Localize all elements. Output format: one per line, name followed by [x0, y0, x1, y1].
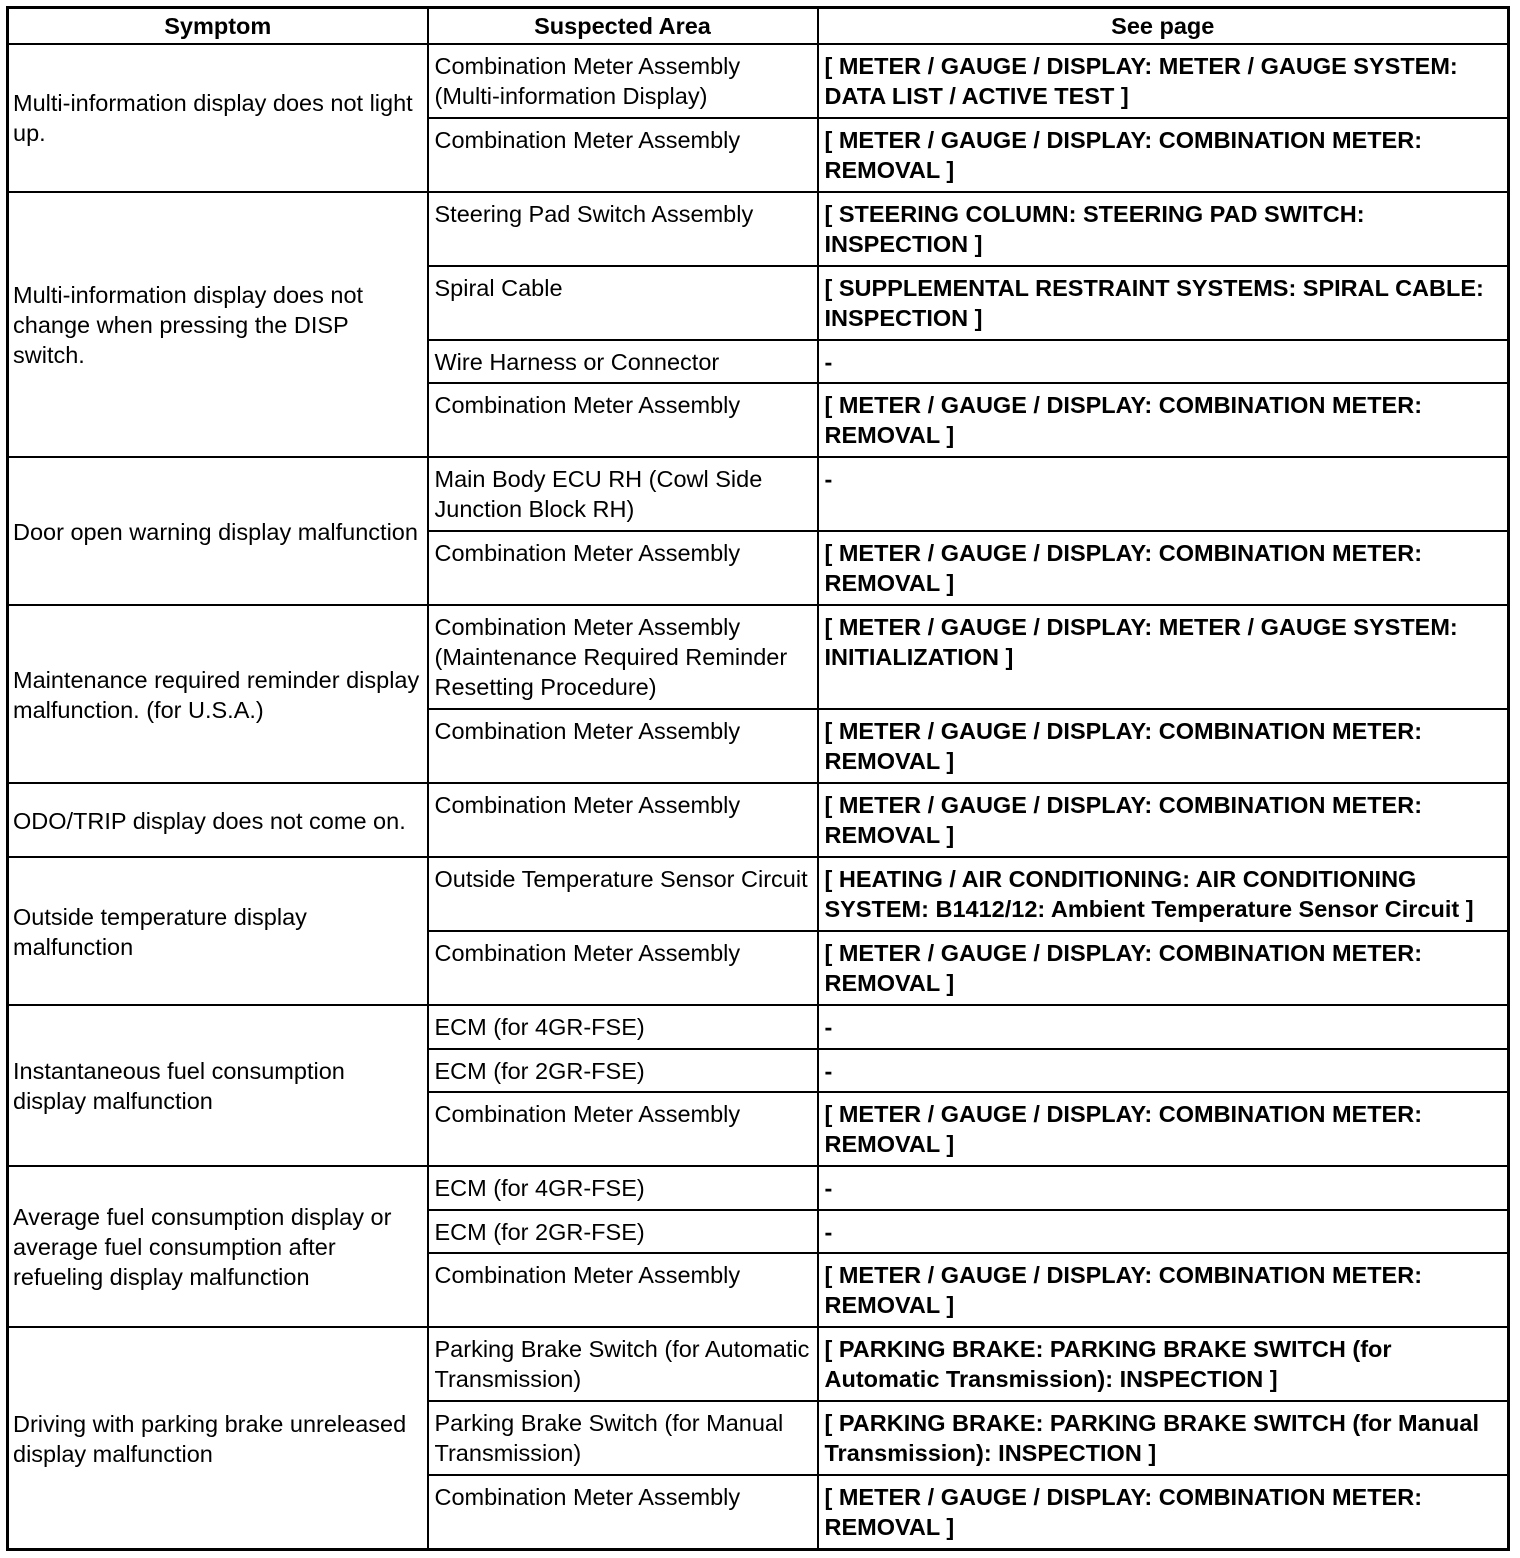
suspected-area-cell: Combination Meter Assembly — [428, 1253, 818, 1327]
see-page-cell: [ METER / GAUGE / DISPLAY: COMBINATION METER: REMOVAL ] — [818, 783, 1509, 857]
table-row — [8, 783, 1509, 857]
suspected-area-cell: Combination Meter Assembly — [428, 783, 818, 857]
suspected-area-cell: Combination Meter Assembly — [428, 709, 818, 783]
see-page-cell: [ METER / GAUGE / DISPLAY: COMBINATION METER: REMOVAL ] — [818, 1253, 1509, 1327]
symptom-cell: Instantaneous fuel consumption display malfunction — [8, 1005, 428, 1166]
see-page-cell: [ METER / GAUGE / DISPLAY: METER / GAUGE SYSTEM: DATA LIST / ACTIVE TEST ] — [818, 44, 1509, 118]
suspected-area-cell: ECM (for 4GR-FSE) — [428, 1166, 818, 1210]
symptom-cell: Maintenance required reminder display malfunction. (for U.S.A.) — [8, 605, 428, 783]
header-see-page: See page — [818, 8, 1509, 45]
table-row — [8, 192, 1509, 266]
see-page-cell: [ HEATING / AIR CONDITIONING: AIR CONDITIONING SYSTEM: B1412/12: Ambient Temperature Sensor Circuit ] — [818, 857, 1509, 931]
table-row — [8, 1166, 1509, 1210]
symptom-cell: Average fuel consumption display or average fuel consumption after refueling display malfunction — [8, 1166, 428, 1327]
suspected-area-cell: Combination Meter Assembly — [428, 531, 818, 605]
see-page-cell: [ SUPPLEMENTAL RESTRAINT SYSTEMS: SPIRAL CABLE: INSPECTION ] — [818, 266, 1509, 340]
see-page-cell: - — [818, 340, 1509, 384]
symptom-cell: ODO/TRIP display does not come on. — [8, 783, 428, 857]
suspected-area-cell: Steering Pad Switch Assembly — [428, 192, 818, 266]
table-row — [8, 605, 1509, 709]
table-row — [8, 857, 1509, 931]
suspected-area-cell: Combination Meter Assembly — [428, 1092, 818, 1166]
see-page-cell: [ METER / GAUGE / DISPLAY: COMBINATION METER: REMOVAL ] — [818, 709, 1509, 783]
suspected-area-cell: Main Body ECU RH (Cowl Side Junction Block RH) — [428, 457, 818, 531]
see-page-cell: [ METER / GAUGE / DISPLAY: COMBINATION METER: REMOVAL ] — [818, 931, 1509, 1005]
see-page-cell: - — [818, 1166, 1509, 1210]
suspected-area-cell: Combination Meter Assembly — [428, 118, 818, 192]
suspected-area-cell: Combination Meter Assembly (Multi-information Display) — [428, 44, 818, 118]
suspected-area-cell: Combination Meter Assembly — [428, 1475, 818, 1550]
see-page-cell: [ STEERING COLUMN: STEERING PAD SWITCH: INSPECTION ] — [818, 192, 1509, 266]
suspected-area-cell: Combination Meter Assembly — [428, 931, 818, 1005]
see-page-cell: [ METER / GAUGE / DISPLAY: METER / GAUGE SYSTEM: INITIALIZATION ] — [818, 605, 1509, 709]
table-row — [8, 457, 1509, 531]
symptom-cell: Multi-information display does not light up. — [8, 44, 428, 192]
suspected-area-cell: Parking Brake Switch (for Manual Transmission) — [428, 1401, 818, 1475]
see-page-cell: - — [818, 1210, 1509, 1254]
suspected-area-cell: Combination Meter Assembly — [428, 383, 818, 457]
see-page-cell: - — [818, 457, 1509, 531]
symptom-cell: Door open warning display malfunction — [8, 457, 428, 605]
suspected-area-cell: Spiral Cable — [428, 266, 818, 340]
header-row — [8, 8, 1509, 45]
table-row — [8, 1005, 1509, 1049]
suspected-area-cell: Wire Harness or Connector — [428, 340, 818, 384]
see-page-cell: [ PARKING BRAKE: PARKING BRAKE SWITCH (for Manual Transmission): INSPECTION ] — [818, 1401, 1509, 1475]
suspected-area-cell: Parking Brake Switch (for Automatic Transmission) — [428, 1327, 818, 1401]
see-page-cell: [ METER / GAUGE / DISPLAY: COMBINATION METER: REMOVAL ] — [818, 118, 1509, 192]
header-symptom: Symptom — [8, 8, 428, 45]
suspected-area-cell: Outside Temperature Sensor Circuit — [428, 857, 818, 931]
see-page-cell: [ METER / GAUGE / DISPLAY: COMBINATION METER: REMOVAL ] — [818, 1475, 1509, 1550]
see-page-cell: [ METER / GAUGE / DISPLAY: COMBINATION METER: REMOVAL ] — [818, 383, 1509, 457]
symptom-cell: Driving with parking brake unreleased display malfunction — [8, 1327, 428, 1549]
header-suspected-area: Suspected Area — [428, 8, 818, 45]
suspected-area-cell: ECM (for 4GR-FSE) — [428, 1005, 818, 1049]
symptom-table — [6, 6, 1510, 1551]
suspected-area-cell: ECM (for 2GR-FSE) — [428, 1049, 818, 1093]
suspected-area-cell: ECM (for 2GR-FSE) — [428, 1210, 818, 1254]
see-page-cell: [ PARKING BRAKE: PARKING BRAKE SWITCH (for Automatic Transmission): INSPECTION ] — [818, 1327, 1509, 1401]
suspected-area-cell: Combination Meter Assembly (Maintenance Required Reminder Resetting Procedure) — [428, 605, 818, 709]
see-page-cell: - — [818, 1005, 1509, 1049]
symptom-cell: Multi-information display does not change when pressing the DISP switch. — [8, 192, 428, 457]
see-page-cell: - — [818, 1049, 1509, 1093]
table-row — [8, 1327, 1509, 1401]
table-body — [8, 44, 1509, 1550]
see-page-cell: [ METER / GAUGE / DISPLAY: COMBINATION METER: REMOVAL ] — [818, 1092, 1509, 1166]
table-row — [8, 44, 1509, 118]
symptom-cell: Outside temperature display malfunction — [8, 857, 428, 1005]
see-page-cell: [ METER / GAUGE / DISPLAY: COMBINATION METER: REMOVAL ] — [818, 531, 1509, 605]
